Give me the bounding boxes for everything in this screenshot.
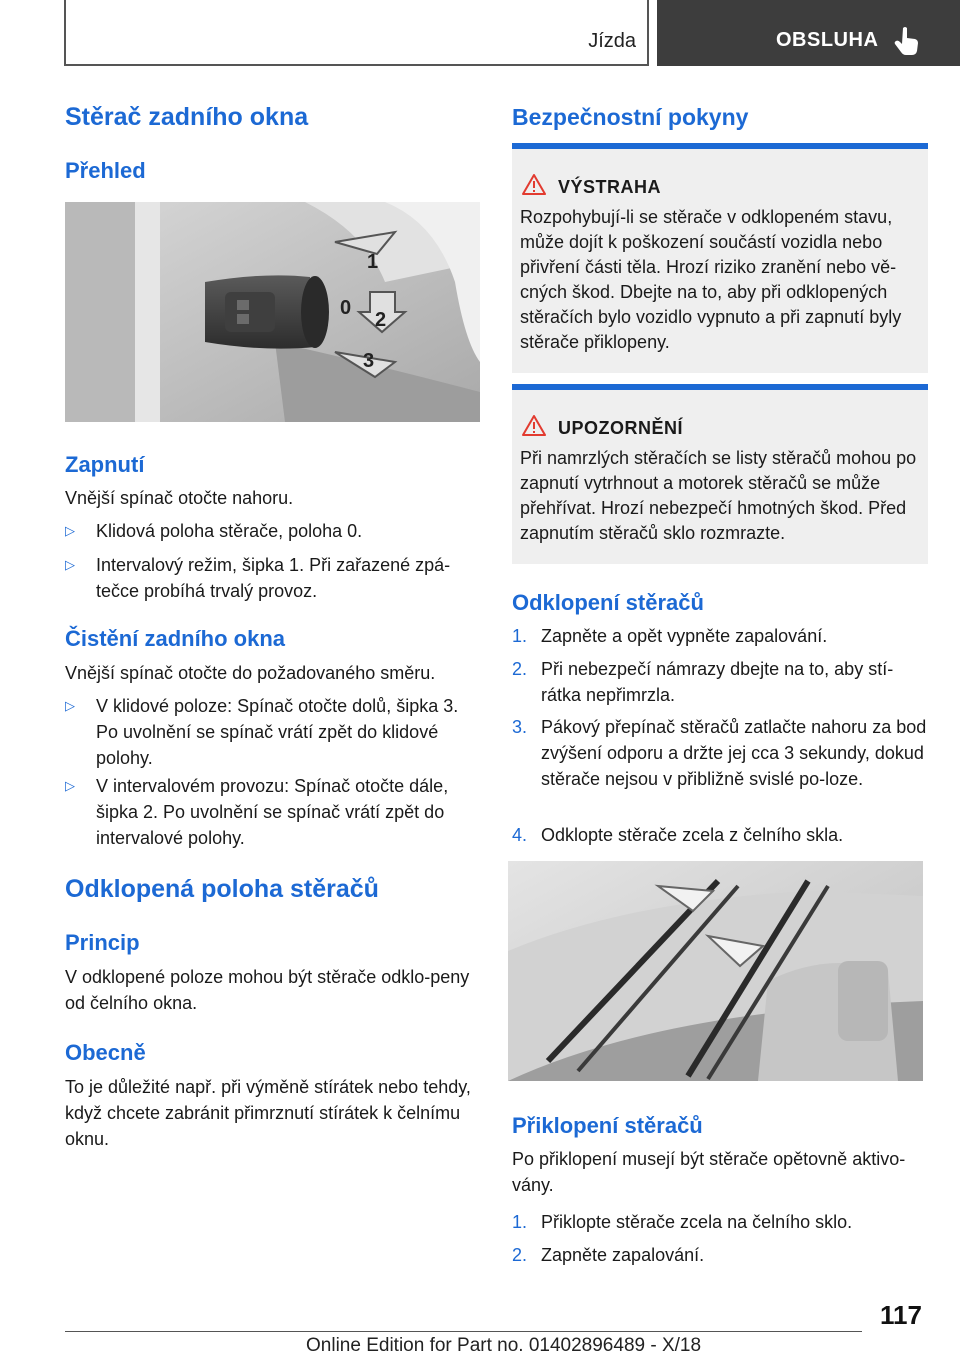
heading-principle: Princip [65, 930, 140, 955]
header-rule-right [647, 0, 649, 66]
section-title-rear-wiper: Stěrač zadního okna [65, 103, 309, 131]
list-item: ▷ Intervalový režim, šipka 1. Při zařazené zpá‐tečce probíhá trvalý provoz. [65, 552, 480, 604]
figure-label-2: 2 [375, 309, 387, 331]
pointing-hand-icon [893, 26, 921, 56]
list-item: 1. Přiklopte stěrače zcela na čelního sklo. [512, 1212, 853, 1232]
notice-box [512, 384, 928, 564]
figure-label-1: 1 [367, 251, 379, 273]
wiper-fold-out-figure [508, 861, 923, 1081]
warning-box [512, 143, 928, 373]
heading-general: Obecně [65, 1040, 146, 1065]
header-rule-left [64, 0, 66, 66]
list-item: ▷ V intervalovém provozu: Spínač otočte dále, šipka 2. Po uvolnění se spínač vrátí zpět do intervalové polohy. [65, 773, 480, 851]
switch-on-text: Vnější spínač otočte nahoru. [65, 488, 294, 508]
notice-title: UPOZORNĚNÍ [558, 418, 684, 438]
header-section-label: Jízda [588, 30, 636, 52]
header-rule-bottom [64, 64, 648, 66]
list-item: ▷ Klidová poloha stěrače, poloha 0. [65, 518, 480, 544]
list-item: 1. Zapněte a opět vypněte zapalování. [512, 626, 828, 646]
principle-text: V odklopené poloze mohou být stěrače odklo‐peny od čelního okna. [65, 967, 470, 1013]
warning-title: VÝSTRAHA [558, 177, 662, 197]
footer-edition-text: Online Edition for Part no. 01402896489 - X/18 [306, 1335, 702, 1356]
bullet-triangle-icon: ▷ [65, 523, 75, 538]
footer-rule [65, 1331, 862, 1332]
list-item: 4. Odklopte stěrače zcela z čelního skla. [512, 825, 844, 845]
section-title-folded-position: Odklopená poloha stěračů [65, 875, 379, 903]
heading-cleaning: Čistění zadního okna [65, 626, 286, 651]
bullet-triangle-icon: ▷ [65, 778, 75, 793]
heading-fold-in: Přiklopení stěračů [512, 1113, 703, 1138]
notice-text: Při namrzlých stěračích se listy stěračů mohou po zapnutí vytrhnout a motorek stěračů se může přehřívat. Hrozí nebezpečí hmotných škod. Před zapnutím stěračů sklo rozmrazte. [520, 448, 917, 543]
general-text: To je důležité např. při výměně stírátek nebo tehdy, když chcete zabránit přimrznutí stírátek k čelnímu oknu. [65, 1077, 471, 1149]
section-title-safety: Bezpečnostní pokyny [512, 104, 749, 130]
cleaning-text: Vnější spínač otočte do požadovaného směru. [65, 663, 436, 683]
heading-overview: Přehled [65, 158, 146, 183]
list-item: 2. Zapněte zapalování. [512, 1245, 705, 1265]
figure-label-0: 0 [340, 297, 352, 319]
warning-text: Rozpohybují-li se stěrače v odklopeném stavu, může dojít k poškození součástí vozidla nebo přivření části těla. Hrozí riziko zranění nebo vě‐cných škod. Dbejte na to, aby při odklopených stěračích bylo vozidlo vypnuto a při zapnutí byly stěrače přiklopeny. [520, 207, 902, 352]
figure-label-3: 3 [363, 350, 375, 372]
bullet-triangle-icon: ▷ [65, 557, 75, 572]
warning-triangle-icon [522, 414, 546, 436]
page-number: 117 [880, 1300, 922, 1330]
fold-in-text: Po přiklopení musejí být stěrače opětovně aktivo‐vány. [512, 1149, 906, 1195]
heading-fold-out: Odklopení stěračů [512, 590, 704, 615]
list-item: 2. Při nebezpečí námrazy dbejte na to, aby stí‐rátka nepřimrzla. [512, 659, 894, 705]
rear-wiper-switch-figure [65, 202, 480, 422]
warning-triangle-icon [522, 173, 546, 195]
header-tab-label: OBSLUHA [776, 29, 879, 51]
heading-switch-on: Zapnutí [65, 452, 145, 477]
list-item: 3. Pákový přepínač stěračů zatlačte nahoru za bod zvýšení odporu a držte jej cca 3 sekundy, dokud stěrače nejsou v přibližně svislé po‐loze. [512, 717, 927, 789]
bullet-triangle-icon: ▷ [65, 698, 75, 713]
list-item: ▷ V klidové poloze: Spínač otočte dolů, šipka 3. Po uvolnění se spínač vrátí zpět do klidové polohy. [65, 693, 480, 771]
